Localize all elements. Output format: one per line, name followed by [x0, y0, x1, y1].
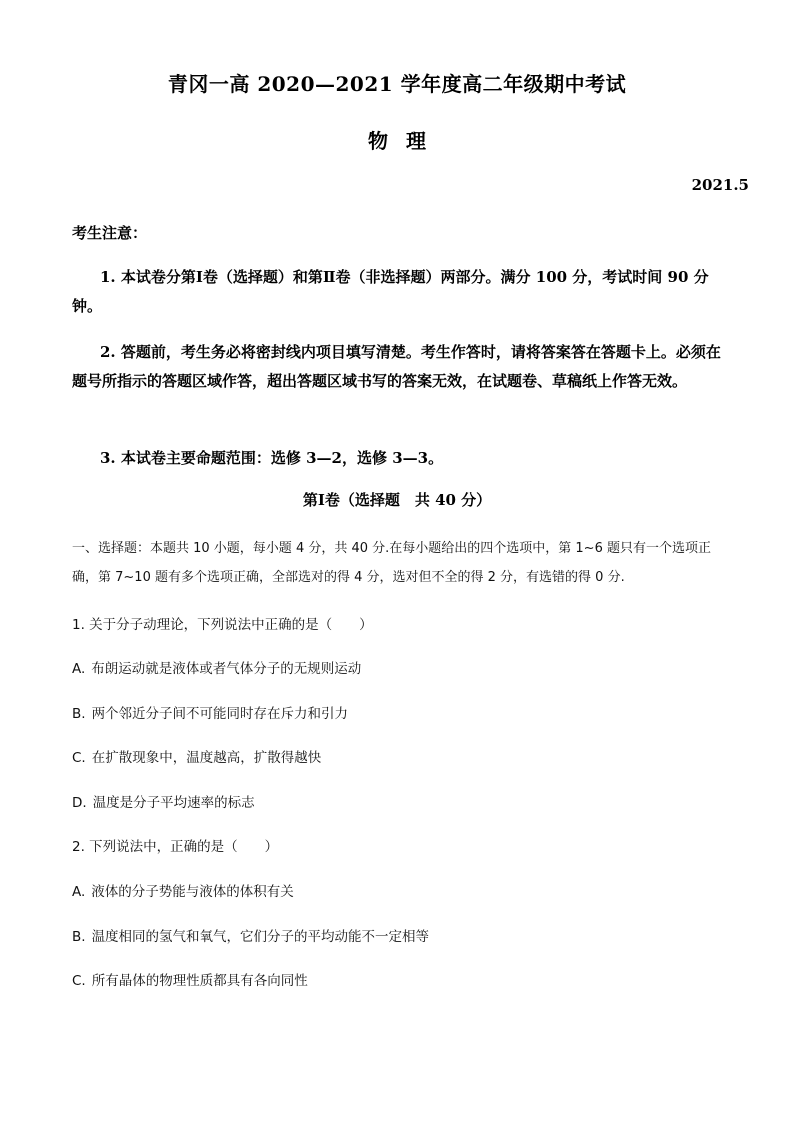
notice-item-2: 2. 答题前，考生务必将密封线内项目填写清楚。考生作答时，请将答案答在答题卡上。必须在题号所指示的答题区域作答，超出答题区域书写的答案无效，在试题卷、草稿纸上作答无效。 [72, 343, 721, 390]
section-title: 第Ⅰ卷（选择题 共 40 分） [302, 491, 492, 509]
exam-date: 2021.5 [691, 176, 749, 194]
question-2-option-c: C. 所有晶体的物理性质都具有各向同性 [72, 973, 308, 989]
exam-subject: 物理 [368, 129, 444, 153]
question-1-option-c: C. 在扩散现象中，温度越高，扩散得越快 [72, 750, 322, 766]
exam-title: 青冈一高 2020—2021 学年度高二年级期中考试 [167, 72, 627, 96]
question-2-option-b: B. 温度相同的氢气和氧气，它们分子的平均动能不一定相等 [72, 929, 430, 945]
question-1-option-b: B. 两个邻近分子间不可能同时存在斥力和引力 [72, 706, 349, 722]
question-1-stem: 1. 关于分子动理论，下列说法中正确的是（ ） [72, 617, 373, 633]
question-2-stem: 2. 下列说法中，正确的是（ ） [72, 839, 279, 855]
section-instructions: 一、选择题：本题共 10 小题，每小题 4 分，共 40 分.在每小题给出的四个选项中，第 1~6 题只有一个选项正确，第 7~10 题有多个选项正确，全部选对的得 4 分，选对但不全的得 2 分，有选错的得 0 分. [72, 541, 711, 585]
notice-item-1: 1. 本试卷分第Ⅰ卷（选择题）和第Ⅱ卷（非选择题）两部分。满分 100 分，考试时间 90 分钟。 [72, 268, 709, 315]
notice-heading: 考生注意： [72, 224, 148, 242]
notice-item-3: 3. 本试卷主要命题范围：选修 3—2，选修 3—3。 [100, 449, 444, 467]
question-2-option-a: A. 液体的分子势能与液体的体积有关 [72, 884, 294, 900]
question-1-option-d: D. 温度是分子平均速率的标志 [72, 795, 255, 811]
question-1-option-a: A. 布朗运动就是液体或者气体分子的无规则运动 [72, 661, 362, 677]
